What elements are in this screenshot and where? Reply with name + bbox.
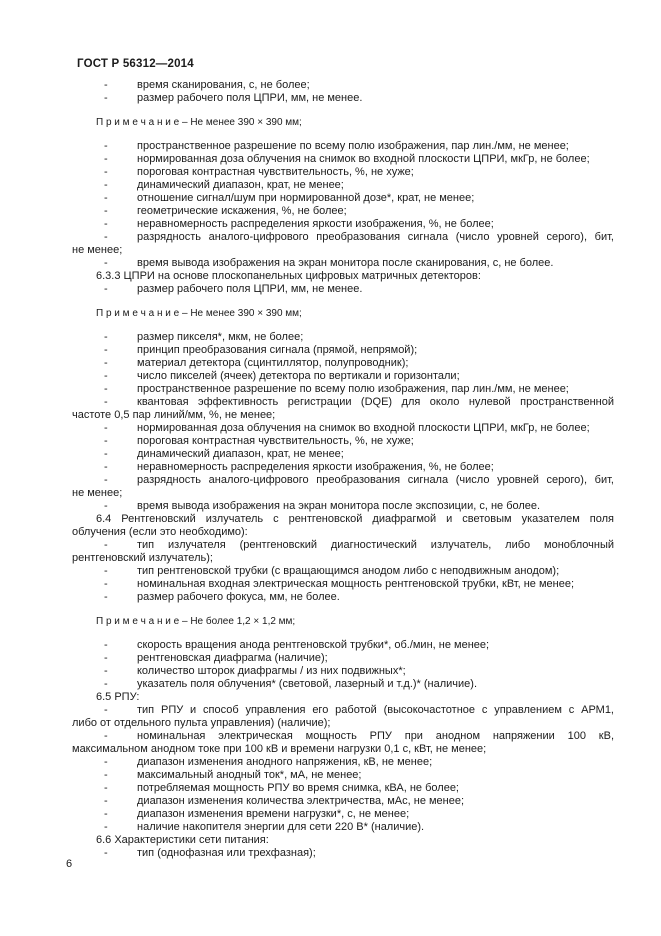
document-header-title: ГОСТ Р 56312—2014 bbox=[77, 58, 194, 70]
note-paragraph bbox=[72, 116, 614, 129]
text-line: либо от отдельного пульта управления) (наличие); bbox=[72, 717, 331, 729]
list-dash-marker: - bbox=[104, 218, 108, 230]
list-item-text: нормированная доза облучения на снимок во входной плоскости ЦПРИ, мкГр, не более; bbox=[137, 153, 590, 165]
list-item bbox=[72, 808, 614, 821]
list-item bbox=[72, 539, 614, 565]
text-line: 6.3.3 ЦПРИ на основе плоскопанельных цифровых матричных детекторов: bbox=[96, 270, 481, 282]
list-dash-marker: - bbox=[104, 179, 108, 191]
list-item bbox=[72, 192, 614, 205]
section-heading bbox=[72, 513, 614, 539]
text-line bbox=[72, 756, 614, 769]
text-line bbox=[72, 704, 614, 717]
list-item-text: скорость вращения анода рентгеновской трубки*, об./мин, не менее; bbox=[137, 639, 490, 651]
list-dash-marker: - bbox=[104, 639, 108, 651]
text-line bbox=[72, 205, 614, 218]
list-item-text: тип рентгеновской трубки (с вращающимся анодом либо с неподвижным анодом); bbox=[137, 565, 560, 577]
list-item bbox=[72, 153, 614, 166]
list-dash-marker: - bbox=[104, 678, 108, 690]
text-line bbox=[72, 474, 614, 487]
list-item bbox=[72, 396, 614, 422]
list-item-text: диапазон изменения анодного напряжения, кВ, не менее; bbox=[137, 756, 433, 768]
text-line bbox=[72, 192, 614, 205]
list-dash-marker: - bbox=[104, 283, 108, 295]
list-item bbox=[72, 231, 614, 257]
list-item-text: материал детектора (сцинтиллятор, полупроводник); bbox=[137, 357, 409, 369]
list-item-text: пороговая контрастная чувствительность, %, не хуже; bbox=[137, 166, 414, 178]
list-item-text: число пикселей (ячеек) детектора по вертикали и горизонтали; bbox=[137, 370, 460, 382]
list-dash-marker: - bbox=[104, 665, 108, 677]
list-dash-marker: - bbox=[104, 205, 108, 217]
list-dash-marker: - bbox=[104, 231, 108, 243]
list-item bbox=[72, 769, 614, 782]
text-line: частоте 0,5 пар линий/мм, %, не менее; bbox=[72, 409, 276, 421]
list-item bbox=[72, 591, 614, 604]
list-dash-marker: - bbox=[104, 357, 108, 369]
list-item bbox=[72, 179, 614, 192]
list-item bbox=[72, 92, 614, 105]
text-line: П р и м е ч а н и е – Не более 1,2 × 1,2 мм; bbox=[96, 616, 296, 627]
section-heading bbox=[72, 691, 614, 704]
text-line bbox=[72, 678, 614, 691]
list-item bbox=[72, 652, 614, 665]
text-line bbox=[72, 383, 614, 396]
text-line bbox=[72, 500, 614, 513]
list-dash-marker: - bbox=[104, 756, 108, 768]
list-item bbox=[72, 474, 614, 500]
list-item-text: размер рабочего поля ЦПРИ, мм, не менее. bbox=[137, 283, 363, 295]
text-line bbox=[72, 769, 614, 782]
list-dash-marker: - bbox=[104, 474, 108, 486]
list-item-text: номинальная входная электрическая мощность рентгеновской трубки, кВт, не менее; bbox=[137, 578, 575, 590]
text-line bbox=[72, 435, 614, 448]
list-dash-marker: - bbox=[104, 257, 108, 269]
list-item-text: размер рабочего поля ЦПРИ, мм, не менее. bbox=[137, 92, 363, 104]
text-line bbox=[72, 461, 614, 474]
list-dash-marker: - bbox=[104, 769, 108, 781]
list-item-text: пространственное разрешение по всему полю изображения, пар лин./мм, не менее; bbox=[137, 140, 569, 152]
text-line bbox=[72, 153, 614, 166]
text-line bbox=[72, 92, 614, 105]
text-line bbox=[72, 639, 614, 652]
list-item-text: неравномерность распределения яркости изображения, %, не более; bbox=[137, 218, 494, 230]
list-item-text: время вывода изображения на экран монитора после сканирования, с, не более. bbox=[137, 257, 554, 269]
list-dash-marker: - bbox=[104, 140, 108, 152]
list-item-text: потребляемая мощность РПУ во время снимка, кВА, не более; bbox=[137, 782, 459, 794]
text-line: 6.5 РПУ: bbox=[96, 691, 140, 703]
list-item bbox=[72, 205, 614, 218]
text-line: рентгеновский излучатель); bbox=[72, 552, 213, 564]
list-item bbox=[72, 140, 614, 153]
list-item-text: размер пикселя*, мкм, не более; bbox=[137, 331, 304, 343]
list-dash-marker: - bbox=[104, 331, 108, 343]
list-item-text: тип излучателя (рентгеновский диагностический излучатель, либо моноблочный bbox=[137, 539, 614, 551]
list-dash-marker: - bbox=[104, 192, 108, 204]
list-dash-marker: - bbox=[104, 847, 108, 859]
text-line bbox=[72, 283, 614, 296]
list-item bbox=[72, 370, 614, 383]
text-line bbox=[72, 331, 614, 344]
list-item-text: рентгеновская диафрагма (наличие); bbox=[137, 652, 328, 664]
list-dash-marker: - bbox=[104, 565, 108, 577]
list-dash-marker: - bbox=[104, 591, 108, 603]
text-line bbox=[72, 257, 614, 270]
text-line bbox=[72, 396, 614, 409]
list-dash-marker: - bbox=[104, 92, 108, 104]
list-item bbox=[72, 257, 614, 270]
text-line bbox=[72, 140, 614, 153]
list-item-text: наличие накопителя энергии для сети 220 В* (наличие). bbox=[137, 821, 425, 833]
text-line bbox=[72, 591, 614, 604]
list-item bbox=[72, 166, 614, 179]
list-item-text: номинальная электрическая мощность РПУ при анодном напряжении 100 кВ, bbox=[137, 730, 614, 742]
list-item-text: диапазон изменения времени нагрузки*, с, не менее; bbox=[137, 808, 410, 820]
list-item bbox=[72, 283, 614, 296]
list-item-text: геометрические искажения, %, не более; bbox=[137, 205, 347, 217]
list-item bbox=[72, 795, 614, 808]
list-dash-marker: - bbox=[104, 795, 108, 807]
text-line bbox=[72, 782, 614, 795]
section-heading bbox=[72, 834, 614, 847]
list-dash-marker: - bbox=[104, 461, 108, 473]
list-item-text: нормированная доза облучения на снимок во входной плоскости ЦПРИ, мкГр, не более; bbox=[137, 422, 590, 434]
list-item bbox=[72, 704, 614, 730]
list-dash-marker: - bbox=[104, 448, 108, 460]
text-line bbox=[72, 578, 614, 591]
text-line: максимальном анодном токе при 100 кВ и времени нагрузки 0,1 с, кВт, не менее; bbox=[72, 743, 487, 755]
list-item bbox=[72, 678, 614, 691]
text-line bbox=[72, 357, 614, 370]
list-dash-marker: - bbox=[104, 166, 108, 178]
text-line: не менее; bbox=[72, 244, 123, 256]
list-dash-marker: - bbox=[104, 821, 108, 833]
text-line bbox=[72, 665, 614, 678]
list-item bbox=[72, 821, 614, 834]
list-item-text: динамический диапазон, крат, не менее; bbox=[137, 179, 344, 191]
text-line bbox=[72, 730, 614, 743]
list-item bbox=[72, 847, 614, 860]
list-item bbox=[72, 461, 614, 474]
list-item bbox=[72, 344, 614, 357]
list-item bbox=[72, 665, 614, 678]
note-paragraph bbox=[72, 307, 614, 320]
list-item bbox=[72, 357, 614, 370]
text-line bbox=[72, 370, 614, 383]
list-item bbox=[72, 500, 614, 513]
list-item-text: принцип преобразования сигнала (прямой, непрямой); bbox=[137, 344, 418, 356]
text-line bbox=[72, 344, 614, 357]
list-dash-marker: - bbox=[104, 79, 108, 91]
text-line bbox=[72, 847, 614, 860]
list-item-text: отношение сигнал/шум при нормированной дозе*, крат, не менее; bbox=[137, 192, 475, 204]
list-dash-marker: - bbox=[104, 782, 108, 794]
list-item-text: разрядность аналого-цифрового преобразования сигнала (число уровней серого), бит, bbox=[137, 474, 614, 486]
list-item bbox=[72, 782, 614, 795]
list-item-text: разрядность аналого-цифрового преобразования сигнала (число уровней серого), бит, bbox=[137, 231, 614, 243]
list-item bbox=[72, 730, 614, 756]
list-item-text: динамический диапазон, крат, не менее; bbox=[137, 448, 344, 460]
list-item-text: указатель поля облучения* (световой, лазерный и т.д.)* (наличие). bbox=[137, 678, 478, 690]
list-dash-marker: - bbox=[104, 704, 108, 716]
list-dash-marker: - bbox=[104, 396, 108, 408]
list-dash-marker: - bbox=[104, 383, 108, 395]
list-item bbox=[72, 756, 614, 769]
text-line bbox=[72, 539, 614, 552]
list-dash-marker: - bbox=[104, 344, 108, 356]
list-dash-marker: - bbox=[104, 730, 108, 742]
list-item bbox=[72, 565, 614, 578]
text-line bbox=[72, 821, 614, 834]
text-line bbox=[72, 231, 614, 244]
text-line bbox=[72, 448, 614, 461]
list-item-text: количество шторок диафрагмы / из них подвижных*; bbox=[137, 665, 406, 677]
list-item-text: максимальный анодный ток*, мА, не менее; bbox=[137, 769, 362, 781]
text-line: П р и м е ч а н и е – Не менее 390 × 390 мм; bbox=[96, 117, 302, 128]
document-body bbox=[72, 79, 614, 860]
text-line: не менее; bbox=[72, 487, 123, 499]
text-line bbox=[72, 166, 614, 179]
list-item-text: пространственное разрешение по всему полю изображения, пар лин./мм, не менее; bbox=[137, 383, 569, 395]
text-line: 6.6 Характеристики сети питания: bbox=[96, 834, 269, 846]
list-item-text: тип РПУ и способ управления его работой (высокочастотное с управлением с АРМ1, bbox=[137, 704, 614, 716]
list-item bbox=[72, 422, 614, 435]
text-line bbox=[72, 565, 614, 578]
text-line bbox=[72, 422, 614, 435]
list-item bbox=[72, 435, 614, 448]
list-dash-marker: - bbox=[104, 435, 108, 447]
list-item-text: пороговая контрастная чувствительность, %, не хуже; bbox=[137, 435, 414, 447]
text-line bbox=[72, 808, 614, 821]
list-dash-marker: - bbox=[104, 153, 108, 165]
note-paragraph bbox=[72, 615, 614, 628]
list-item bbox=[72, 448, 614, 461]
list-item bbox=[72, 218, 614, 231]
section-heading bbox=[72, 270, 614, 283]
list-item bbox=[72, 383, 614, 396]
list-item-text: квантовая эффективность регистрации (DQE) для около нулевой пространственной bbox=[137, 396, 614, 408]
list-dash-marker: - bbox=[104, 422, 108, 434]
list-dash-marker: - bbox=[104, 808, 108, 820]
list-item bbox=[72, 331, 614, 344]
list-item-text: неравномерность распределения яркости изображения, %, не более; bbox=[137, 461, 494, 473]
list-item bbox=[72, 578, 614, 591]
list-item-text: диапазон изменения количества электричества, мАс, не менее; bbox=[137, 795, 465, 807]
list-item-text: время вывода изображения на экран монитора после экспозиции, с, не более. bbox=[137, 500, 541, 512]
list-dash-marker: - bbox=[104, 578, 108, 590]
text-line: 6.4 Рентгеновский излучатель с рентгеновской диафрагмой и световым указателем поля bbox=[96, 513, 614, 525]
text-line bbox=[72, 795, 614, 808]
list-dash-marker: - bbox=[104, 652, 108, 664]
page-number: 6 bbox=[66, 858, 73, 870]
list-item bbox=[72, 79, 614, 92]
list-dash-marker: - bbox=[104, 500, 108, 512]
text-line bbox=[72, 218, 614, 231]
text-line bbox=[72, 79, 614, 92]
list-item-text: размер рабочего фокуса, мм, не более. bbox=[137, 591, 340, 603]
list-dash-marker: - bbox=[104, 539, 108, 551]
text-line bbox=[72, 652, 614, 665]
list-dash-marker: - bbox=[104, 370, 108, 382]
list-item bbox=[72, 639, 614, 652]
text-line: П р и м е ч а н и е – Не менее 390 × 390 мм; bbox=[96, 308, 302, 319]
text-line bbox=[72, 179, 614, 192]
list-item-text: время сканирования, с, не более; bbox=[137, 79, 310, 91]
text-line: облучения (если это необходимо): bbox=[72, 526, 248, 538]
list-item-text: тип (однофазная или трехфазная); bbox=[137, 847, 316, 859]
